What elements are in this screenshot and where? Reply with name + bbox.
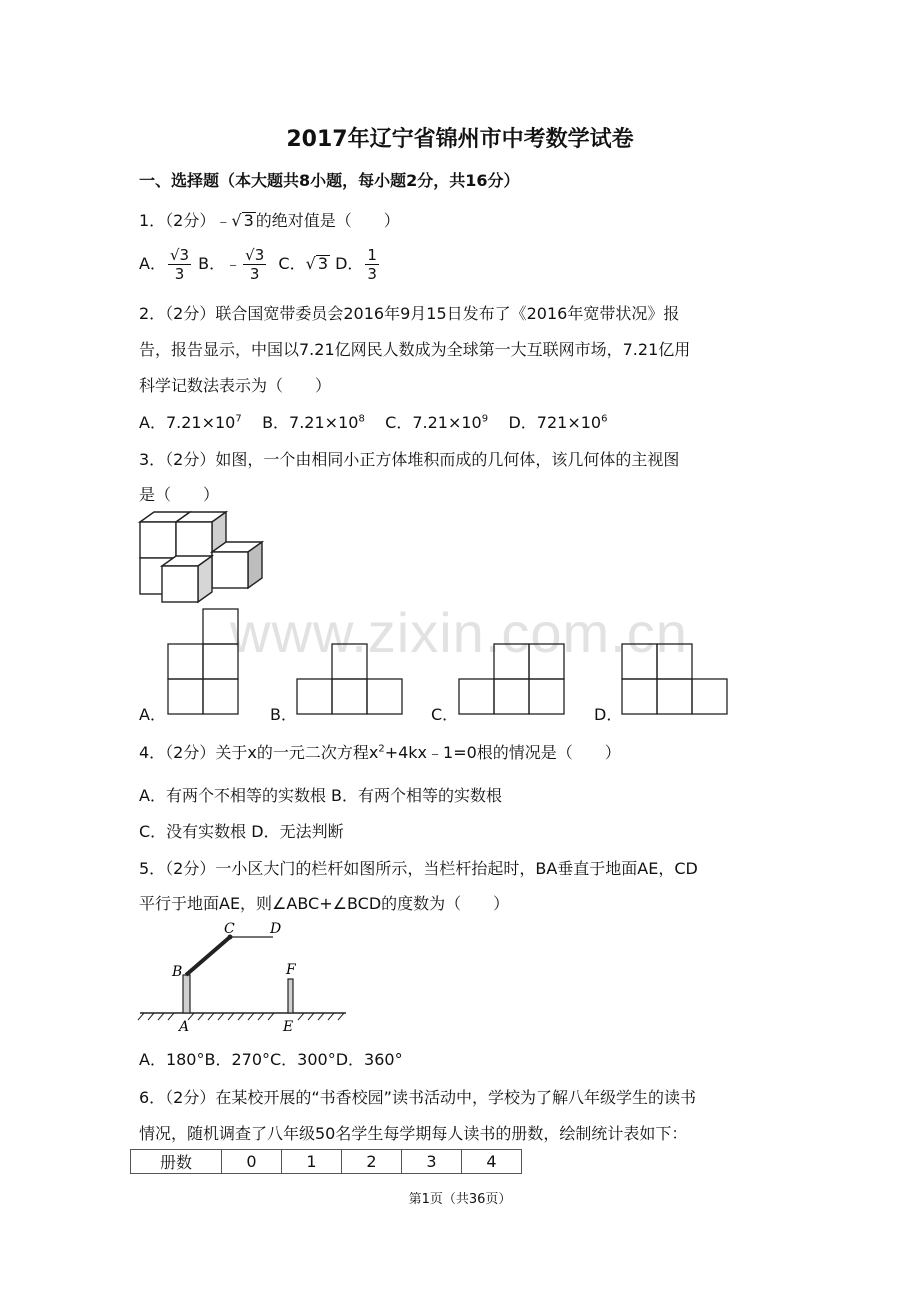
q3-option-b-figure xyxy=(297,643,405,716)
q3-option-a-figure xyxy=(168,608,240,716)
q4-stem-pre: 4．（2分）关于x的一元二次方程x xyxy=(139,743,379,762)
table-header-cell: 0 xyxy=(222,1150,282,1174)
q5-options: A．180°B．270°C．300°D．360° xyxy=(139,1050,403,1069)
table-row xyxy=(131,1150,522,1174)
q4-stem-post: +4kx﹣1=0根的情况是（ ） xyxy=(384,743,621,762)
question-1-stem: 1．（2分）﹣√ 3 的绝对值是（ ） xyxy=(139,211,400,230)
question-2-options xyxy=(139,410,607,433)
q1-stem-post: 的绝对值是（ ） xyxy=(255,211,400,230)
section-heading: 一、选择题（本大题共8小题，每小题2分，共16分） xyxy=(139,171,520,190)
q2-line-3: 科学记数法表示为（ ） xyxy=(139,376,332,395)
q3-option-c-figure xyxy=(459,643,567,716)
q3-option-a-label: A． xyxy=(139,705,166,724)
denominator: 3 xyxy=(249,265,260,283)
denominator: 3 xyxy=(367,265,377,283)
q3-line-2: 是（ ） xyxy=(139,485,220,504)
page-title: 2017年辽宁省锦州市中考数学试卷 xyxy=(286,127,634,152)
q3-option-c-label: C． xyxy=(431,705,459,724)
numerator: 1 xyxy=(367,246,377,264)
q1-option-b-fraction xyxy=(243,246,266,283)
q2-line-2: 告，报告显示，中国以7.21亿网民人数成为全球第一大互联网市场，7.21亿用 xyxy=(139,340,691,359)
q2-option-a-exp: 7 xyxy=(235,413,242,425)
q6-line-2: 情况，随机调查了八年级50名学生每学期每人读书的册数，绘制统计表如下： xyxy=(139,1124,688,1143)
q2-option-d-exp: 6 xyxy=(601,413,608,425)
table-header-cell: 4 xyxy=(462,1150,522,1174)
watermark: www.zixin.com.cn xyxy=(230,601,688,664)
q3-option-b-label: B． xyxy=(270,705,297,724)
point-f-label: F xyxy=(286,962,296,978)
question-1-options: A． $\frac{√3}{3}$ B．﹣ $\frac{√3}{3}$ C．√ 3 D． $\frac{1}{3}$ xyxy=(139,246,377,283)
question-4-stem xyxy=(139,740,621,763)
q4-options-line-1: A．有两个不相等的实数根 B．有两个相等的实数根 xyxy=(139,786,503,805)
q2-option-b: B．7.21×10 xyxy=(262,413,359,432)
denominator: 3 xyxy=(174,265,185,283)
q2-option-a: A．7.21×10 xyxy=(139,413,236,432)
q1-option-d-fraction xyxy=(365,246,379,283)
q1-radicand: 3 xyxy=(243,211,254,230)
numerator: √3 xyxy=(245,246,265,264)
q1-option-d-label: D． xyxy=(335,254,364,273)
q5-line-1: 5．（2分）一小区大门的栏杆如图所示，当栏杆抬起时，BA垂直于地面AE，CD xyxy=(139,859,698,878)
q1-option-a-fraction xyxy=(168,246,191,283)
q4-stem-exp: 2 xyxy=(378,743,385,755)
point-a-label: A xyxy=(179,1019,190,1035)
reading-stats-table xyxy=(130,1149,522,1174)
q1-stem-pre: 1．（2分）﹣ xyxy=(139,211,232,230)
point-b-label: B xyxy=(172,964,183,980)
q6-line-1: 6．（2分）在某校开展的“书香校园”读书活动中，学校为了解八年级学生的读书 xyxy=(139,1088,696,1107)
q5-line-2: 平行于地面AE，则∠ABC+∠BCD的度数为（ ） xyxy=(139,894,510,913)
q4-options-line-2: C．没有实数根 D．无法判断 xyxy=(139,822,344,841)
q2-option-c-exp: 9 xyxy=(481,413,489,425)
q1-option-c-radicand: 3 xyxy=(317,254,328,273)
q3-line-1: 3．（2分）如图，一个由相同小正方体堆积而成的几何体，该几何体的主视图 xyxy=(139,450,680,469)
page-footer: 第1页（共36页） xyxy=(408,1192,512,1207)
gate-barrier-figure xyxy=(138,918,348,1036)
q3-option-d-label: D． xyxy=(594,705,623,724)
q2-line-1: 2．（2分）联合国宽带委员会2016年9月15日发布了《2016年宽带状况》报 xyxy=(139,304,680,323)
point-c-label: C xyxy=(224,921,235,937)
table-header-cell: 2 xyxy=(342,1150,402,1174)
q1-option-b-label: B．﹣ xyxy=(198,254,242,273)
q2-option-c: C．7.21×10 xyxy=(385,413,482,432)
point-d-label: D xyxy=(270,921,282,937)
table-header-cell: 1 xyxy=(282,1150,342,1174)
q1-option-c-label: C． xyxy=(278,254,306,273)
q1-option-a-label: A． xyxy=(139,254,166,273)
table-header-cell: 册数 xyxy=(131,1150,222,1174)
cube-stack-figure xyxy=(138,508,268,608)
q2-option-b-exp: 8 xyxy=(358,413,365,425)
numerator: √3 xyxy=(169,246,190,264)
q2-option-d: D．721×10 xyxy=(508,413,602,432)
point-e-label: E xyxy=(283,1019,294,1035)
table-header-cell: 3 xyxy=(402,1150,462,1174)
q3-option-d-figure xyxy=(622,643,730,716)
